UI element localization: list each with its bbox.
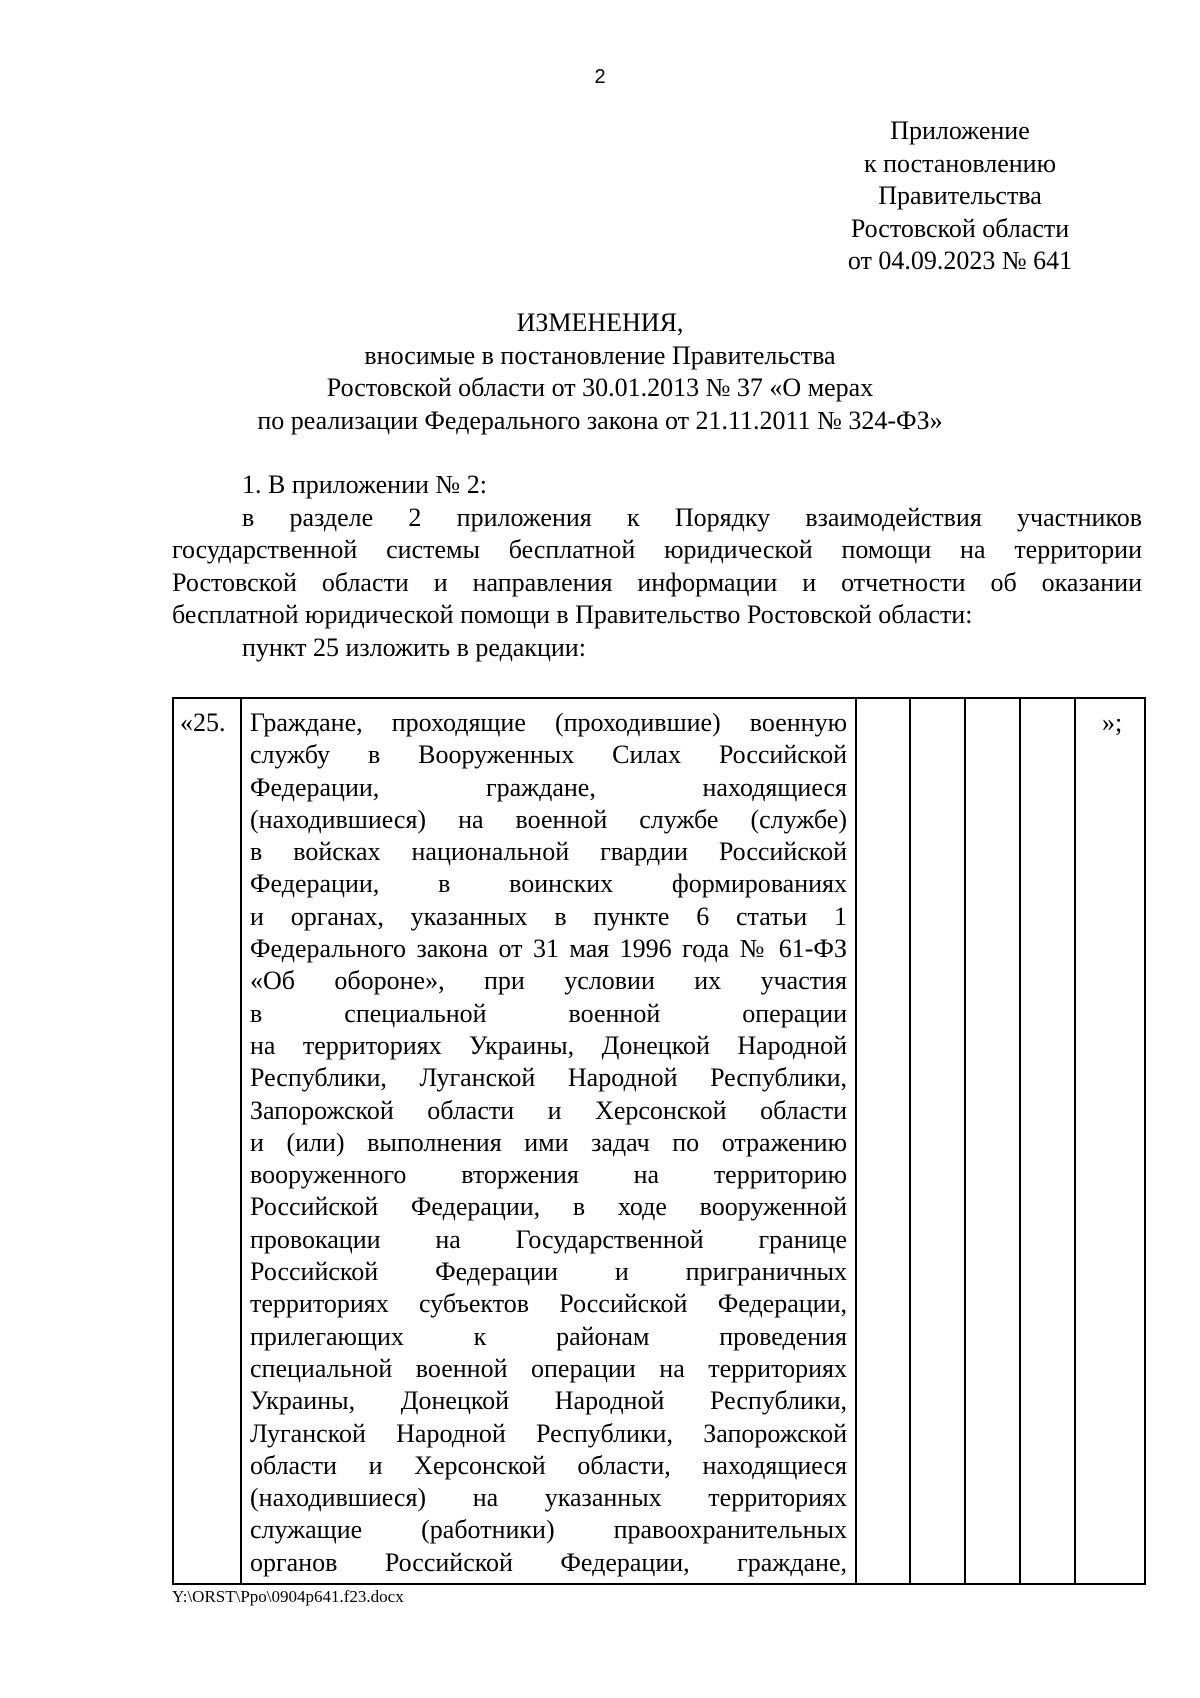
item-heading: 1. В приложении № 2: bbox=[242, 470, 487, 499]
table-text-line: служащие (работники) правоохранительных bbox=[250, 1515, 847, 1545]
document-title bbox=[160, 307, 1040, 437]
table-text-line: провокации на Государственной границе bbox=[250, 1224, 847, 1254]
table-item-number: «25. bbox=[180, 708, 226, 737]
paragraph-line: бесплатной юридической помощи в Правительство Ростовской области: bbox=[172, 600, 973, 629]
table-text-line: (находившиеся) на указанных территориях bbox=[250, 1483, 847, 1513]
amendment-table bbox=[172, 697, 1146, 1585]
table-text-line: (находившиеся) на военной службе (службе) bbox=[250, 804, 847, 834]
table-text-line: прилегающих к районам проведения bbox=[250, 1321, 847, 1351]
title-line: Ростовской области от 30.01.2013 № 37 «О мерах bbox=[326, 373, 874, 402]
appendix-line: Правительства bbox=[878, 181, 1042, 210]
title-heading: ИЗМЕНЕНИЯ, bbox=[516, 308, 684, 337]
table-text-line: Российской Федерации и приграничных bbox=[250, 1257, 847, 1287]
instruction-line: пункт 25 изложить в редакции: bbox=[242, 632, 586, 662]
table-text-line: в войсках национальной гвардии Российской bbox=[250, 837, 847, 867]
table-text-line: Федерального закона от 31 мая 1996 года № 61-ФЗ bbox=[250, 934, 847, 964]
table-text-line: территориях субъектов Российской Федерации, bbox=[250, 1289, 847, 1319]
table-text-line: Федерации, в воинских формированиях bbox=[250, 869, 847, 899]
appendix-line: Приложение bbox=[890, 116, 1030, 145]
body-text bbox=[172, 469, 1142, 664]
paragraph-line: Ростовской области и направления информации и отчетности об оказании bbox=[172, 567, 1142, 597]
page-number: 2 bbox=[594, 66, 606, 88]
table-item-text bbox=[250, 707, 847, 1579]
table-column-divider bbox=[1074, 699, 1076, 1583]
table-text-line: Запорожской области и Херсонской области bbox=[250, 1095, 847, 1125]
table-text-line: Украины, Донецкой Народной Республики, bbox=[250, 1386, 847, 1416]
table-column-divider bbox=[855, 699, 857, 1583]
table-text-line: Республики, Луганской Народной Республики, bbox=[250, 1063, 847, 1093]
table-text-line: в специальной военной операции bbox=[250, 998, 847, 1028]
table-column-divider bbox=[909, 699, 911, 1583]
appendix-line: к постановлению bbox=[863, 148, 1057, 178]
appendix-line: от 04.09.2023 № 641 bbox=[847, 246, 1073, 275]
file-path-footer: Y:\ORST\Ppo\0904p641.f23.docx bbox=[172, 1587, 404, 1606]
table-closing-quote: »; bbox=[1102, 708, 1123, 737]
title-line: вносимые в постановление Правительства bbox=[364, 340, 836, 370]
paragraph-line: в разделе 2 приложения к Порядку взаимодействия участников bbox=[242, 502, 1142, 532]
table-text-line: Луганской Народной Республики, Запорожской bbox=[250, 1418, 847, 1448]
table-column-divider bbox=[964, 699, 966, 1583]
table-text-line: органов Российской Федерации, граждане, bbox=[250, 1547, 847, 1577]
title-line: по реализации Федерального закона от 21.11.2011 № 324-ФЗ» bbox=[257, 405, 943, 435]
table-text-line: Граждане, проходящие (проходившие) военную bbox=[250, 708, 847, 737]
table-text-line: Российской Федерации, в ходе вооруженной bbox=[250, 1192, 847, 1222]
paragraph-line: государственной системы бесплатной юридической помощи на территории bbox=[172, 535, 1142, 564]
table-text-line: и органах, указанных в пункте 6 статьи 1 bbox=[250, 901, 847, 931]
table-text-line: Федерации, граждане, находящиеся bbox=[250, 772, 847, 802]
table-text-line: области и Херсонской области, находящиеся bbox=[250, 1450, 847, 1480]
table-column-divider bbox=[1019, 699, 1021, 1583]
table-text-line: на территориях Украины, Донецкой Народной bbox=[250, 1030, 847, 1060]
table-column-divider bbox=[240, 699, 242, 1583]
table-text-line: вооруженного вторжения на территорию bbox=[250, 1160, 847, 1190]
table-text-line: службу в Вооруженных Силах Российской bbox=[250, 740, 847, 770]
table-text-line: и (или) выполнения ими задач по отражению bbox=[250, 1127, 847, 1157]
table-text-line: специальной военной операции на территориях bbox=[250, 1353, 847, 1383]
appendix-header bbox=[830, 115, 1090, 278]
table-text-line: «Об обороне», при условии их участия bbox=[250, 966, 847, 996]
appendix-line: Ростовской области bbox=[850, 213, 1070, 243]
